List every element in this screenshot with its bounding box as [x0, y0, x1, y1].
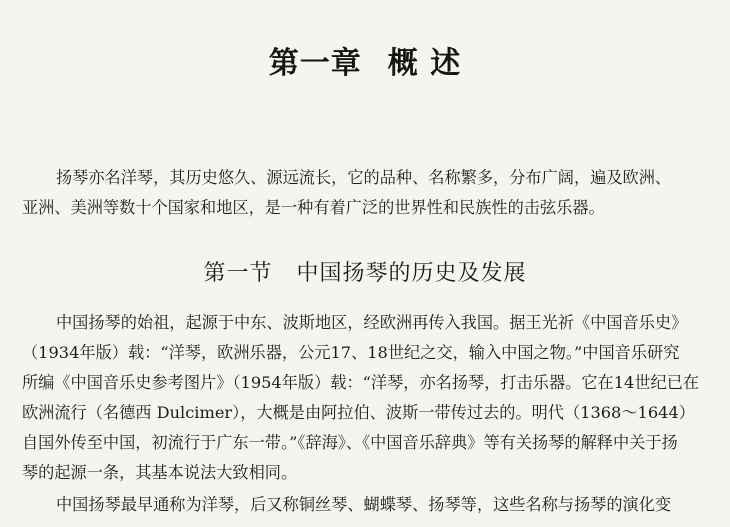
- body-line: 自国外传至中国，初流行于广东一带。”《辞海》、《中国音乐辞典》等有关扬琴的解释中关于扬: [22, 433, 678, 452]
- chapter-title: 概 述: [387, 46, 462, 81]
- section-title: 中国扬琴的历史及发展: [296, 261, 527, 286]
- body-paragraph-2: [22, 490, 712, 520]
- section-heading: [0, 256, 730, 287]
- body-line: （1934年版）载：“洋琴，欧洲乐器，公元17、18世纪之交，输入中国之物。”中国音乐研究: [22, 343, 680, 362]
- body-paragraph-1: [22, 308, 712, 488]
- chapter-number: 第一章: [268, 46, 362, 81]
- body-line: 中国扬琴最早通称为洋琴，后又称铜丝琴、蝴蝶琴、扬琴等，这些名称与扬琴的演化变: [56, 495, 672, 514]
- section-number: 第一节: [203, 261, 273, 286]
- intro-line: 亚洲、美洲等数十个国家和地区，是一种有着广泛的世界性和民族性的击弦乐器。: [22, 198, 605, 217]
- intro-paragraph: [22, 163, 712, 223]
- body-line: 所编《中国音乐史参考图片》（1954年版）载：“洋琴，亦名扬琴，打击乐器。它在14世纪已在: [22, 373, 700, 392]
- body-line: 欧洲流行（名德西 Dulcimer），大概是由阿拉伯、波斯一带传过去的。明代（1368～1644）: [22, 403, 695, 422]
- intro-line: 扬琴亦名洋琴，其历史悠久、源远流长，它的品种、名称繁多，分布广阔，遍及欧洲、: [56, 168, 672, 187]
- body-line: 琴的起源一条，其基本说法大致相同。: [22, 463, 298, 482]
- body-line: 中国扬琴的始祖，起源于中东、波斯地区，经欧洲再传入我国。据王光祈《中国音乐史》: [56, 313, 688, 332]
- chapter-heading: [0, 38, 730, 82]
